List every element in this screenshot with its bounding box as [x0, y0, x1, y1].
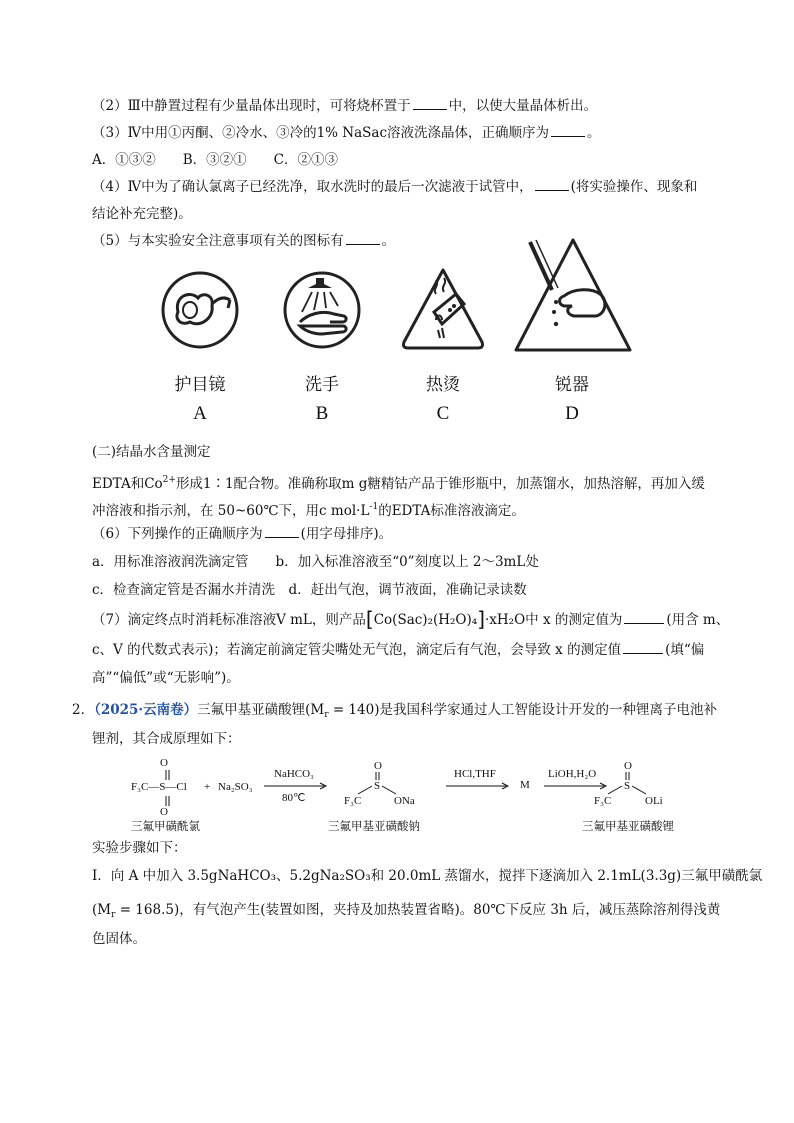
question-4-cont: 结论补充完整)。	[92, 206, 192, 222]
question-6-option-cd: c．检查滴定管是否漏水并清洗 d．赶出气泡，调节液面，准确记录读数	[92, 582, 527, 598]
answer-blank[interactable]	[535, 177, 569, 191]
caption-product-1: 三氟甲基亚磺酸钠	[328, 819, 420, 833]
question-4: （4）Ⅳ中为了确认氯离子已经洗净，取水洗时的最后一次滤液于试管中， (将实验操作、现象和	[92, 179, 698, 195]
answer-blank[interactable]	[265, 524, 299, 538]
question-7-end: 高”“偏低”或“无影响”)。	[92, 670, 240, 686]
section-title: (二)结晶水含量测定	[92, 444, 211, 460]
caption-reactant: 三氟甲磺酰氯	[131, 819, 200, 833]
answer-blank[interactable]	[413, 96, 447, 110]
icon-label-goggles: 护目镜	[174, 375, 226, 395]
step-1-end: 色固体。	[92, 931, 146, 947]
problem-2-header: 2．（2025·云南卷）三氟甲基亚磺酸锂$(M_r = 140)$是我国科学家通过人工智能设计开发的一种锂离子电池补	[72, 702, 717, 720]
question-3-options: A．①③② B．③②① C．②①③	[92, 152, 338, 168]
question-5: （5）与本实验安全注意事项有关的图标有 。	[92, 233, 396, 249]
question-2: （2）Ⅲ中静置过程有少量晶体出现时，可将烧杯置于 中，以使大量晶体析出。	[92, 98, 598, 114]
formula: Co(Sac)₂(H₂O)₄	[373, 612, 478, 628]
goggles-icon	[160, 270, 240, 350]
page: （2）Ⅲ中静置过程有少量晶体出现时，可将烧杯置于 中，以使大量晶体析出。 （3）Ⅳ中用①丙酮、②冷水、③冷的1% NaSac溶液洗涤晶体，正确顺序为 。 A．①③② B．③②① C．②①③ （4）Ⅳ中为了确认氯离子已经洗净，取水洗时的最后一次滤液于试管中， (将实验操作、现象和 结论补充完整)。 （5）与本实验安全注意事项有关的图标有 。 护目镜 洗手 热烫 锐器 A B C D (二)结晶水含量测定 EDTA和$Co^{2+}$形成1∶1配合物。准确称取m g糖精钴产品于锥形瓶中，加蒸馏水，加热溶解，再加入缓 冲溶液和指示剂，在 50~60℃下，用c $mol\cdot L^{-1}$的EDTA标准溶液滴定。 （6）下列操作的正确顺序为 (用字母排序)。 a．用标准溶液润洗滴定管 b．加入标准溶液至“0”刻度以上 2～3mL处 c．检查滴定管是否漏水并清洗 d．赶出气泡，调节液面，准确记录读数 （7）滴定终点时消耗标准溶液V mL，则产品[Co(Sac)₂(H₂O)₄]·xH₂O中 x 的测定值为 (用含 m、 c、V 的代数式表示)；若滴定前滴定管尖嘴处无气泡，滴定后有气泡，会导致 x 的测定值 (填“偏 高”“偏低”或“无影响”)。 2．（2025·云南卷）三氟甲基亚磺酸锂$(M_r = 140)$是我国科学家通过人工智能设计开发的一种锂离子电池补 锂剂，其合成原理如下： O F₃C—S—Cl O + Na₂SO₃ NaHCO₃ 80℃ O S F₃C ONa HCl,THF M LiOH,H₂O O S F₃C OLi 三氟甲磺酰氯 三氟甲基亚磺酸钠 三氟甲基亚磺酸锂 实验步骤如下： Ⅰ．向 A 中加入 3.5gNaHCO₃、5.2gNa₂SO₃和 20.0mL 蒸馏水，搅拌下逐滴加入 2.1mL(3.3g)三氟甲磺酰氯 $(M_r = 168.5)$，有气泡产生(装置如图，夹持及加热装置省略)。80℃下反应 3h 后，减压蒸除溶剂得浅黄 色固体。	[72, 98, 763, 947]
caption-product-2: 三氟甲基亚磺酸锂	[582, 819, 674, 833]
hot-surface-icon	[398, 264, 488, 354]
question-7: （7）滴定终点时消耗标准溶液V mL，则产品[Co(Sac)₂(H₂O)₄]·xH₂O中 x 的测定值为 (用含 m、	[92, 607, 730, 631]
answer-blank[interactable]	[623, 640, 663, 654]
section-text-2: 冲溶液和指示剂，在 50~60℃下，用c $mol\cdot L^{-1}$的EDTA标准溶液滴定。	[92, 502, 525, 519]
step-1-cont: $(M_r = 168.5)$，有气泡产生(装置如图，夹持及加热装置省略)。80℃下反应 3h 后，减压蒸除溶剂得浅黄	[92, 902, 721, 920]
icon-label-wash-hands: 洗手	[305, 375, 339, 395]
answer-blank[interactable]	[624, 610, 664, 624]
source-tag: （2025·云南卷）	[94, 702, 198, 718]
problem-2-line-2: 锂剂，其合成原理如下：	[92, 731, 241, 747]
question-6-option-ab: a．用标准溶液润洗滴定管 b．加入标准溶液至“0”刻度以上 2～3mL处	[92, 554, 539, 570]
section-text-1: EDTA和$Co^{2+}$形成1∶1配合物。准确称取m g糖精钴产品于锥形瓶中，加蒸馏水，加热溶解，再加入缓	[92, 475, 705, 492]
reaction-arrow-1	[264, 782, 328, 790]
sharp-objects-icon	[508, 232, 638, 362]
reactant-1: F₃C—S—Cl	[131, 781, 187, 793]
answer-blank[interactable]	[346, 231, 380, 245]
answer-blank[interactable]	[551, 123, 585, 137]
wash-hands-icon	[282, 270, 362, 350]
intermediate-m: M	[520, 779, 530, 791]
reactant-2: Na₂SO₃	[218, 781, 253, 793]
steps-title: 实验步骤如下：	[92, 840, 187, 856]
icon-letter-c: C	[436, 403, 450, 424]
step-1: Ⅰ．向 A 中加入 3.5gNaHCO₃、5.2gNa₂SO₃和 20.0mL 蒸馏水，搅拌下逐滴加入 2.1mL(3.3g)三氟甲磺酰氯	[92, 868, 763, 884]
icon-letter-d: D	[565, 403, 579, 424]
reaction-arrow-2	[446, 782, 510, 790]
question-7-cont: c、V 的代数式表示)；若滴定前滴定管尖嘴处无气泡，滴定后有气泡，会导致 x 的测定值 (填“偏	[92, 642, 705, 658]
icon-label-sharp: 锐器	[555, 375, 589, 395]
icon-letter-a: A	[193, 403, 207, 424]
icon-label-hot: 热烫	[426, 375, 460, 395]
question-6: （6）下列操作的正确顺序为 (用字母排序)。	[92, 526, 393, 542]
icon-letter-b: B	[315, 403, 329, 424]
question-3: （3）Ⅳ中用①丙酮、②冷水、③冷的1% NaSac溶液洗涤晶体，正确顺序为 。	[92, 125, 601, 141]
